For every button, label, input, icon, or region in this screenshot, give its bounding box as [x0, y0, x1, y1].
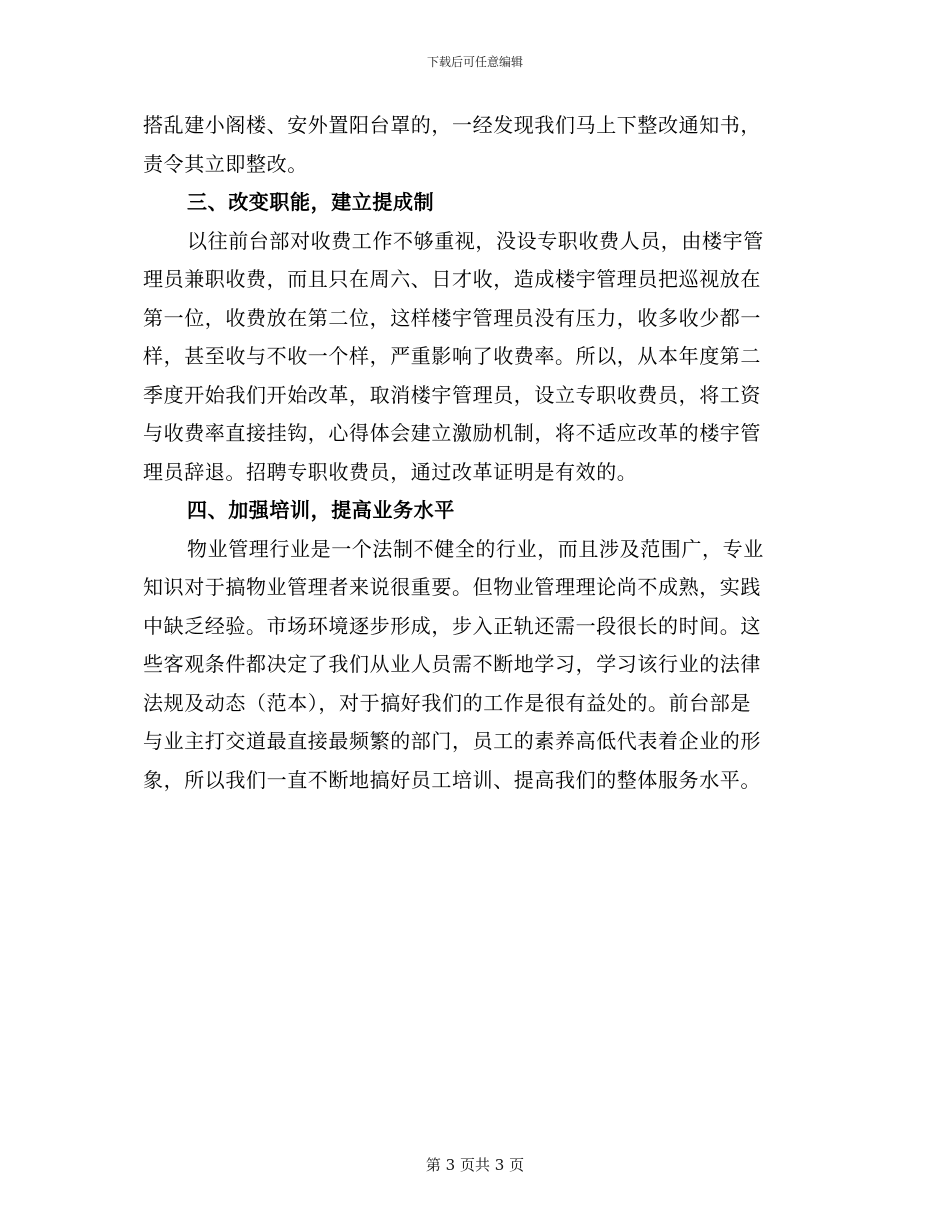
paragraph-line: 物业管理行业是一个法制不健全的行业，而且涉及范围广，专业 — [187, 536, 764, 561]
section-heading-4: 四、加强培训，提高业务水平 — [187, 498, 455, 522]
paragraph-line: 与业主打交道最直接最频繁的部门，员工的素养高低代表着企业的形 — [143, 729, 761, 753]
paragraph-line: 象，所以我们一直不断地搞好员工培训、提高我们的整体服务水平。 — [143, 767, 761, 792]
paragraph-line: 责令其立即整改。 — [143, 151, 308, 176]
paragraph-line: 与收费率直接挂钩，心得体会建立激励机制，将不适应改革的楼宇管 — [143, 421, 761, 445]
paragraph-line: 理员兼职收费，而且只在周六、日才收，造成楼宇管理员把巡视放在 — [143, 267, 761, 291]
paragraph-line: 样，甚至收与不收一个样，严重影响了收费率。所以，从本年度第二 — [143, 344, 761, 368]
section-heading-3: 三、改变职能，建立提成制 — [187, 190, 435, 214]
paragraph-line: 季度开始我们开始改革，取消楼宇管理员，设立专职收费员，将工资 — [143, 382, 761, 407]
page-footer: 第 3 页共 3 页 — [425, 1156, 525, 1174]
paragraph-line: 知识对于搞物业管理者来说很重要。但物业管理理论尚不成熟，实践 — [143, 575, 761, 599]
paragraph-line: 第一位，收费放在第二位，这样楼宇管理员没有压力，收多收少都一 — [143, 305, 761, 330]
paragraph-line: 法规及动态（范本），对于搞好我们的工作是很有益处的。前台部是 — [143, 690, 751, 715]
paragraph-line: 中缺乏经验。市场环境逐步形成，步入正轨还需一段很长的时间。这 — [143, 613, 761, 638]
paragraph-line: 些客观条件都决定了我们从业人员需不断地学习，学习该行业的法律 — [143, 652, 761, 676]
paragraph-line: 搭乱建小阁楼、安外置阳台罩的，一经发现我们马上下整改通知书， — [143, 113, 761, 137]
paragraph-line: 理员辞退。招聘专职收费员，通过改革证明是有效的。 — [143, 459, 638, 484]
page-header: 下载后可任意编辑 — [426, 55, 523, 69]
document-body — [143, 106, 808, 799]
paragraph-line: 以往前台部对收费工作不够重视，没设专职收费人员，由楼宇管 — [187, 228, 764, 253]
